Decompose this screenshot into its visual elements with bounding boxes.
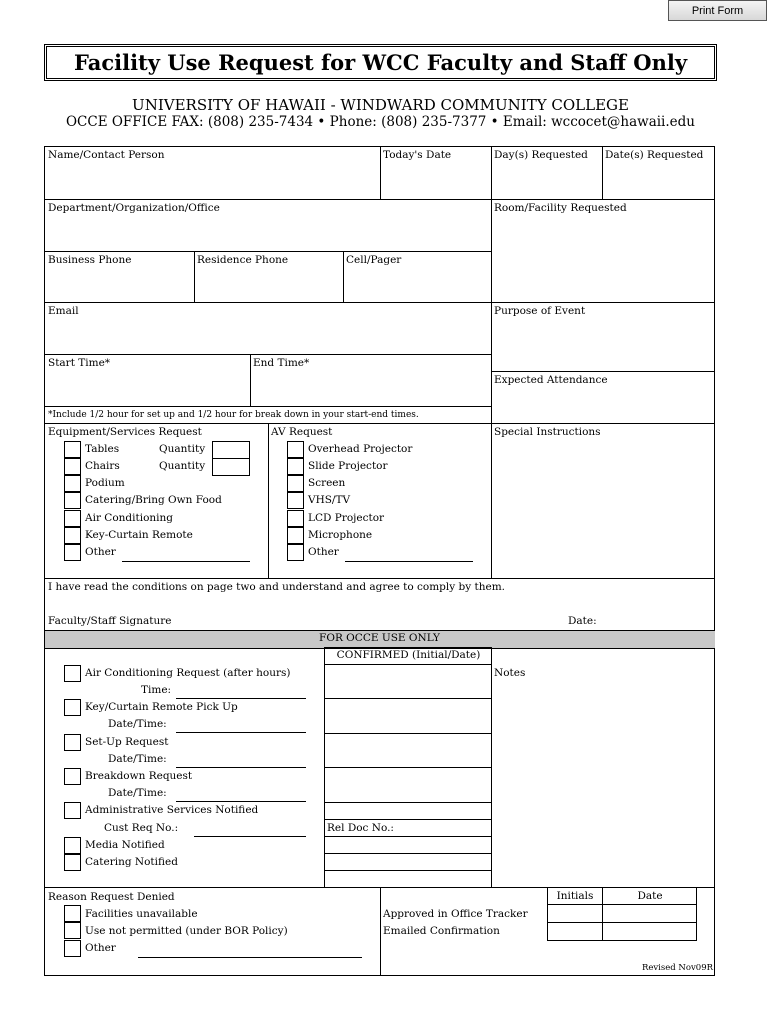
checkbox-media-notified[interactable] bbox=[64, 837, 81, 854]
av-item-label: LCD Projector bbox=[308, 512, 385, 524]
notes-label: Notes bbox=[494, 667, 526, 679]
denied-item-label: Other bbox=[85, 942, 116, 954]
checkbox-podium[interactable] bbox=[64, 475, 81, 492]
checkbox-setup-request[interactable] bbox=[64, 734, 81, 751]
date-time-label: Date/Time: bbox=[108, 718, 167, 730]
setup-label: Set-Up Request bbox=[85, 736, 169, 748]
signature-date-label: Date: bbox=[568, 615, 597, 627]
equipment-item-label: Tables bbox=[85, 443, 120, 455]
av-item-label: Screen bbox=[308, 477, 346, 489]
time-label: Time: bbox=[141, 684, 172, 696]
checkbox-denied-other[interactable] bbox=[64, 940, 81, 957]
checkbox-catering[interactable] bbox=[64, 492, 81, 509]
signature-label: Faculty/Staff Signature bbox=[48, 615, 172, 627]
checkbox-tables[interactable] bbox=[64, 441, 81, 458]
rel-doc-label: Rel Doc No.: bbox=[327, 822, 394, 834]
office-use-title: FOR OCCE USE ONLY bbox=[319, 632, 440, 644]
denied-item-label: Use not permitted (under BOR Policy) bbox=[85, 925, 288, 937]
cust-req-label: Cust Req No.: bbox=[104, 822, 179, 834]
checkbox-overhead-projector[interactable] bbox=[287, 441, 304, 458]
tables-quantity-input[interactable] bbox=[212, 441, 250, 459]
checkbox-catering-notified[interactable] bbox=[64, 854, 81, 871]
chairs-quantity-input[interactable] bbox=[212, 458, 250, 476]
checkbox-slide-projector[interactable] bbox=[287, 458, 304, 475]
checkbox-lcd-projector[interactable] bbox=[287, 510, 304, 527]
cell-label: Cell/Pager bbox=[346, 254, 402, 266]
checkbox-facilities-unavailable[interactable] bbox=[64, 905, 81, 922]
checkbox-av-other[interactable] bbox=[287, 544, 304, 561]
date-header: Date bbox=[637, 890, 663, 902]
start-time-label: Start Time* bbox=[48, 357, 111, 369]
breakdown-label: Breakdown Request bbox=[85, 770, 193, 782]
denied-item-label: Facilities unavailable bbox=[85, 908, 198, 920]
purpose-label: Purpose of Event bbox=[494, 305, 586, 317]
special-instructions-label: Special Instructions bbox=[494, 426, 601, 438]
checkbox-breakdown-request[interactable] bbox=[64, 768, 81, 785]
checkbox-ac-request[interactable] bbox=[64, 665, 81, 682]
equipment-item-label: Key-Curtain Remote bbox=[85, 529, 193, 541]
denied-other-line[interactable] bbox=[138, 957, 362, 958]
name-label: Name/Contact Person bbox=[48, 149, 165, 161]
checkbox-admin-services[interactable] bbox=[64, 802, 81, 819]
business-phone-label: Business Phone bbox=[48, 254, 132, 266]
attendance-label: Expected Attendance bbox=[494, 374, 608, 386]
av-item-label: Other bbox=[308, 546, 339, 558]
equipment-item-label: Other bbox=[85, 546, 116, 558]
av-item-label: Microphone bbox=[308, 529, 373, 541]
checkbox-equipment-other[interactable] bbox=[64, 544, 81, 561]
email-label: Email bbox=[48, 305, 79, 317]
equipment-item-label: Air Conditioning bbox=[85, 512, 173, 524]
checkbox-microphone[interactable] bbox=[287, 527, 304, 544]
av-heading: AV Request bbox=[271, 426, 333, 438]
checkbox-key-curtain-remote[interactable] bbox=[64, 527, 81, 544]
equipment-heading: Equipment/Services Request bbox=[48, 426, 202, 438]
checkbox-key-pickup[interactable] bbox=[64, 699, 81, 716]
av-item-label: Slide Projector bbox=[308, 460, 388, 472]
emailed-label: Emailed Confirmation bbox=[383, 925, 500, 937]
catering-label: Catering Notified bbox=[85, 856, 178, 868]
admin-label: Administrative Services Notified bbox=[85, 804, 259, 816]
footnote: *Include 1/2 hour for set up and 1/2 hour for break down in your start-end times. bbox=[48, 410, 419, 420]
equipment-item-label: Catering/Bring Own Food bbox=[85, 494, 222, 506]
residence-phone-label: Residence Phone bbox=[197, 254, 289, 266]
date-time-label: Date/Time: bbox=[108, 753, 167, 765]
date-time-label: Date/Time: bbox=[108, 787, 167, 799]
ac-request-label: Air Conditioning Request (after hours) bbox=[85, 667, 291, 679]
checkbox-vhs-tv[interactable] bbox=[287, 492, 304, 509]
dates-requested-label: Date(s) Requested bbox=[605, 149, 704, 161]
equipment-item-label: Chairs bbox=[85, 460, 120, 472]
av-item-label: VHS/TV bbox=[308, 494, 351, 506]
initials-header: Initials bbox=[556, 890, 594, 902]
end-time-label: End Time* bbox=[253, 357, 310, 369]
equipment-item-label: Podium bbox=[85, 477, 125, 489]
college-name: UNIVERSITY OF HAWAII - WINDWARD COMMUNITY COLLEGE bbox=[132, 96, 629, 114]
key-pickup-label: Key/Curtain Remote Pick Up bbox=[85, 701, 238, 713]
equipment-other-line[interactable] bbox=[122, 561, 250, 562]
revised-note: Revised Nov09R bbox=[641, 963, 713, 973]
denied-heading: Reason Request Denied bbox=[48, 891, 175, 903]
todays-date-label: Today's Date bbox=[383, 149, 452, 161]
checkbox-chairs[interactable] bbox=[64, 458, 81, 475]
checkbox-screen[interactable] bbox=[287, 475, 304, 492]
contact-line: OCCE OFFICE FAX: (808) 235-7434 • Phone: (808) 235-7377 • Email: wccocet@hawaii.edu bbox=[65, 114, 695, 130]
approved-label: Approved in Office Tracker bbox=[383, 908, 528, 920]
media-label: Media Notified bbox=[85, 839, 165, 851]
checkbox-air-conditioning[interactable] bbox=[64, 510, 81, 527]
quantity-label: Quantity bbox=[159, 443, 206, 455]
print-form-button[interactable]: Print Form bbox=[668, 0, 767, 21]
av-item-label: Overhead Projector bbox=[308, 443, 413, 455]
av-other-line[interactable] bbox=[345, 561, 473, 562]
checkbox-use-not-permitted[interactable] bbox=[64, 922, 81, 939]
department-label: Department/Organization/Office bbox=[48, 202, 220, 214]
room-label: Room/Facility Requested bbox=[494, 202, 627, 214]
agreement-text: I have read the conditions on page two and understand and agree to comply by them. bbox=[48, 581, 506, 593]
form-title: Facility Use Request for WCC Faculty and Staff Only bbox=[44, 44, 717, 81]
confirmed-heading: CONFIRMED (Initial/Date) bbox=[336, 649, 481, 661]
days-requested-label: Day(s) Requested bbox=[494, 149, 588, 161]
quantity-label: Quantity bbox=[159, 460, 206, 472]
